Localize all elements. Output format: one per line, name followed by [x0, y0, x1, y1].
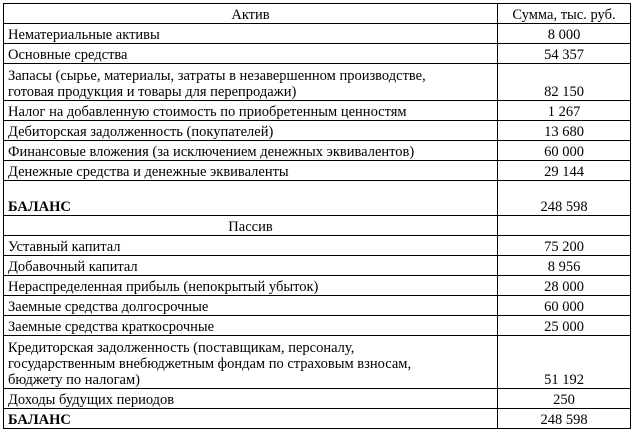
header-amount: Сумма, тыс. руб. — [498, 4, 631, 24]
table-row — [4, 64, 631, 101]
row-value: 250 — [498, 389, 631, 409]
row-value: 60 000 — [498, 296, 631, 316]
row-label: Финансовые вложения (за исключением денежных эквивалентов) — [4, 141, 498, 161]
table-row — [4, 24, 631, 44]
table-row — [4, 276, 631, 296]
row-label: Заемные средства долгосрочные — [4, 296, 498, 316]
header-assets: Актив — [4, 4, 498, 24]
header-liabilities-empty — [498, 216, 631, 236]
table-row — [4, 101, 631, 121]
table-row — [4, 44, 631, 64]
table-header-row — [4, 4, 631, 24]
table-row — [4, 316, 631, 336]
row-label — [4, 64, 498, 101]
row-value: 13 680 — [498, 121, 631, 141]
row-label-line: Кредиторская задолженность (поставщикам, персоналу, — [8, 340, 355, 356]
row-value: 25 000 — [498, 316, 631, 336]
row-label: Денежные средства и денежные эквиваленты — [4, 161, 498, 181]
row-value: 82 150 — [498, 64, 631, 101]
table-row — [4, 121, 631, 141]
row-value: 51 192 — [498, 336, 631, 389]
liabilities-total-value: 248 598 — [498, 409, 631, 429]
table-row — [4, 256, 631, 276]
balance-table — [3, 3, 631, 429]
liabilities-total-row — [4, 409, 631, 429]
row-value: 28 000 — [498, 276, 631, 296]
row-value: 75 200 — [498, 236, 631, 256]
table-row — [4, 336, 631, 389]
liabilities-total-label: БАЛАНС — [4, 409, 498, 429]
assets-total-label: БАЛАНС — [4, 181, 498, 216]
header-liabilities: Пассив — [4, 216, 498, 236]
row-label: Доходы будущих периодов — [4, 389, 498, 409]
row-value: 1 267 — [498, 101, 631, 121]
row-label-line: Запасы (сырье, материалы, затраты в незавершенном производстве, — [8, 68, 426, 84]
table-row — [4, 161, 631, 181]
table-row — [4, 141, 631, 161]
row-value: 60 000 — [498, 141, 631, 161]
row-label: Нераспределенная прибыль (непокрытый убыток) — [4, 276, 498, 296]
row-label-line: бюджету по налогам) — [8, 372, 140, 388]
row-label: Налог на добавленную стоимость по приобретенным ценностям — [4, 101, 498, 121]
table-row — [4, 389, 631, 409]
row-value: 8 956 — [498, 256, 631, 276]
row-label: Добавочный капитал — [4, 256, 498, 276]
liabilities-header-row — [4, 216, 631, 236]
assets-total-value: 248 598 — [498, 181, 631, 216]
table-row — [4, 296, 631, 316]
row-value: 54 357 — [498, 44, 631, 64]
row-label-line: готовая продукция и товары для перепродажи) — [8, 84, 297, 100]
row-label: Нематериальные активы — [4, 24, 498, 44]
row-label: Заемные средства краткосрочные — [4, 316, 498, 336]
row-value: 29 144 — [498, 161, 631, 181]
row-label: Уставный капитал — [4, 236, 498, 256]
row-label: Дебиторская задолженность (покупателей) — [4, 121, 498, 141]
row-label: Основные средства — [4, 44, 498, 64]
assets-total-row — [4, 181, 631, 216]
table-row — [4, 236, 631, 256]
row-label — [4, 336, 498, 389]
row-label-line: государственным внебюджетным фондам по страховым взносам, — [8, 356, 412, 372]
row-value: 8 000 — [498, 24, 631, 44]
